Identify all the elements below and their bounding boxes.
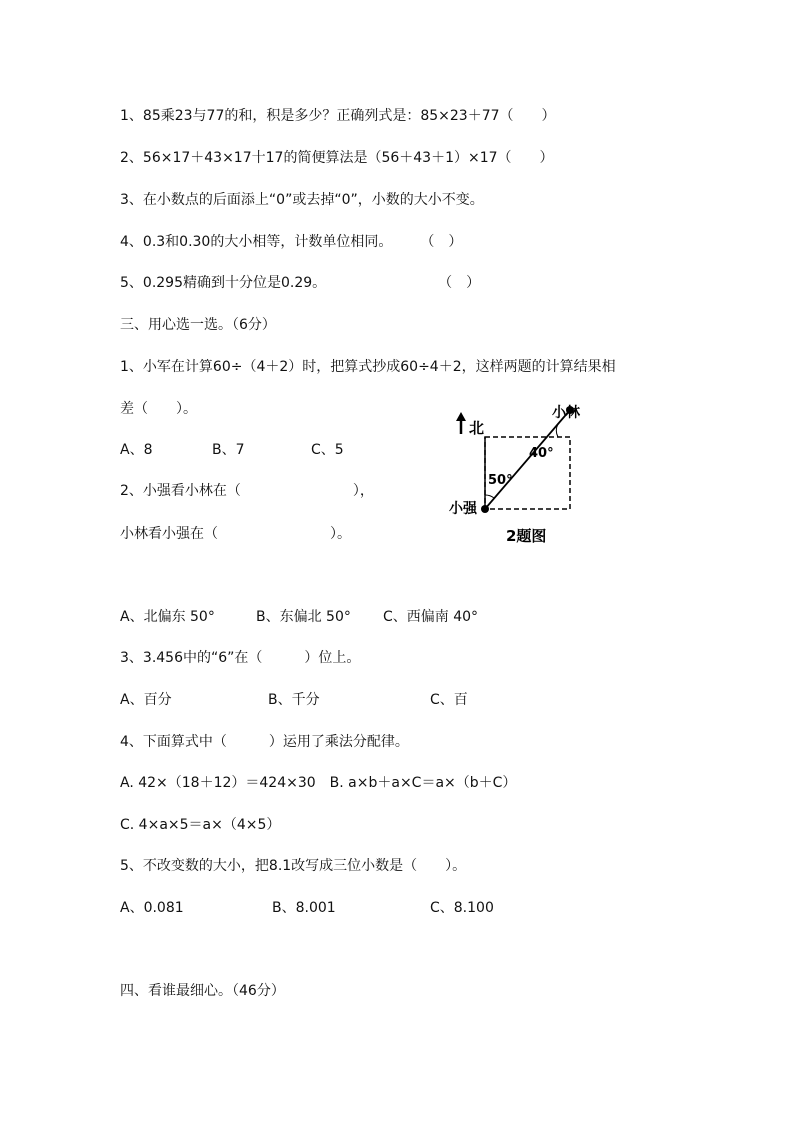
question-4-options-ab: A. 42×（18＋12）＝424×30 B. a×b＋a×C＝a×（b＋C） (120, 775, 517, 791)
question-3-option-c: C、百 (430, 692, 468, 708)
question-5-text: 5、不改变数的大小，把8.1改写成三位小数是（ ）。 (120, 858, 467, 874)
question-5-option-b: B、8.001 (272, 900, 336, 916)
figure-caption: 2题图 (506, 527, 547, 545)
tf-statement-4: 4、0.3和0.30的大小相等，计数单位相同。 （ ） (120, 234, 463, 250)
tf-statement-5: 5、0.295精确到十分位是0.29。 （ ） (120, 275, 481, 291)
angle-label-40: 40° (529, 446, 554, 461)
section-3-title: 三、用心选一选。（6分） (120, 317, 276, 333)
question-2-option-b: B、东偏北 50° (256, 609, 351, 625)
question-4-option-c: C. 4×a×5＝a×（4×5） (120, 817, 281, 833)
question-5-option-c: C、8.100 (430, 900, 494, 916)
question-1-option-a: A、8 (120, 442, 153, 458)
lin-label: 小林 (552, 405, 580, 421)
section-4-title: 四、看谁最细心。（46分） (120, 983, 285, 999)
north-label: 北 (469, 419, 485, 437)
angle-arc-50 (485, 495, 494, 498)
qiang-label: 小强 (449, 501, 477, 517)
qiang-point (481, 505, 489, 513)
tf-statement-3: 3、在小数点的后面添上“0”或去掉“0”，小数的大小不变。 (120, 192, 484, 208)
direction-diagram (440, 400, 612, 550)
question-1-option-b: B、7 (212, 442, 245, 458)
question-1-option-c: C、5 (311, 442, 344, 458)
question-2-line-2: 小林看小强在（ ）。 (120, 526, 351, 542)
question-2-option-c: C、西偏南 40° (383, 609, 479, 625)
question-2-option-a: A、北偏东 50° (120, 609, 215, 625)
angle-label-50: 50° (488, 473, 513, 488)
angle-arc-40 (556, 424, 558, 437)
north-arrowhead-icon (456, 412, 466, 421)
question-1-line-1: 1、小军在计算60÷（4＋2）时，把算式抄成60÷4＋2，这样两题的计算结果相 (120, 359, 616, 375)
question-3-option-a: A、百分 (120, 692, 172, 708)
question-2-line-1: 2、小强看小林在（ ）， (120, 483, 374, 499)
question-4-text: 4、下面算式中（ ）运用了乘法分配律。 (120, 734, 409, 750)
question-1-line-2: 差（ ）。 (120, 401, 197, 417)
tf-statement-2: 2、56×17＋43×17十17的简便算法是（56＋43＋1）×17（ ） (120, 150, 554, 166)
question-3-text: 3、3.456中的“6”在（ ）位上。 (120, 650, 361, 666)
tf-statement-1: 1、85乘23与77的和，积是多少？正确列式是：85×23＋77（ ） (120, 108, 556, 124)
question-3-option-b: B、千分 (268, 692, 320, 708)
question-5-option-a: A、0.081 (120, 900, 184, 916)
